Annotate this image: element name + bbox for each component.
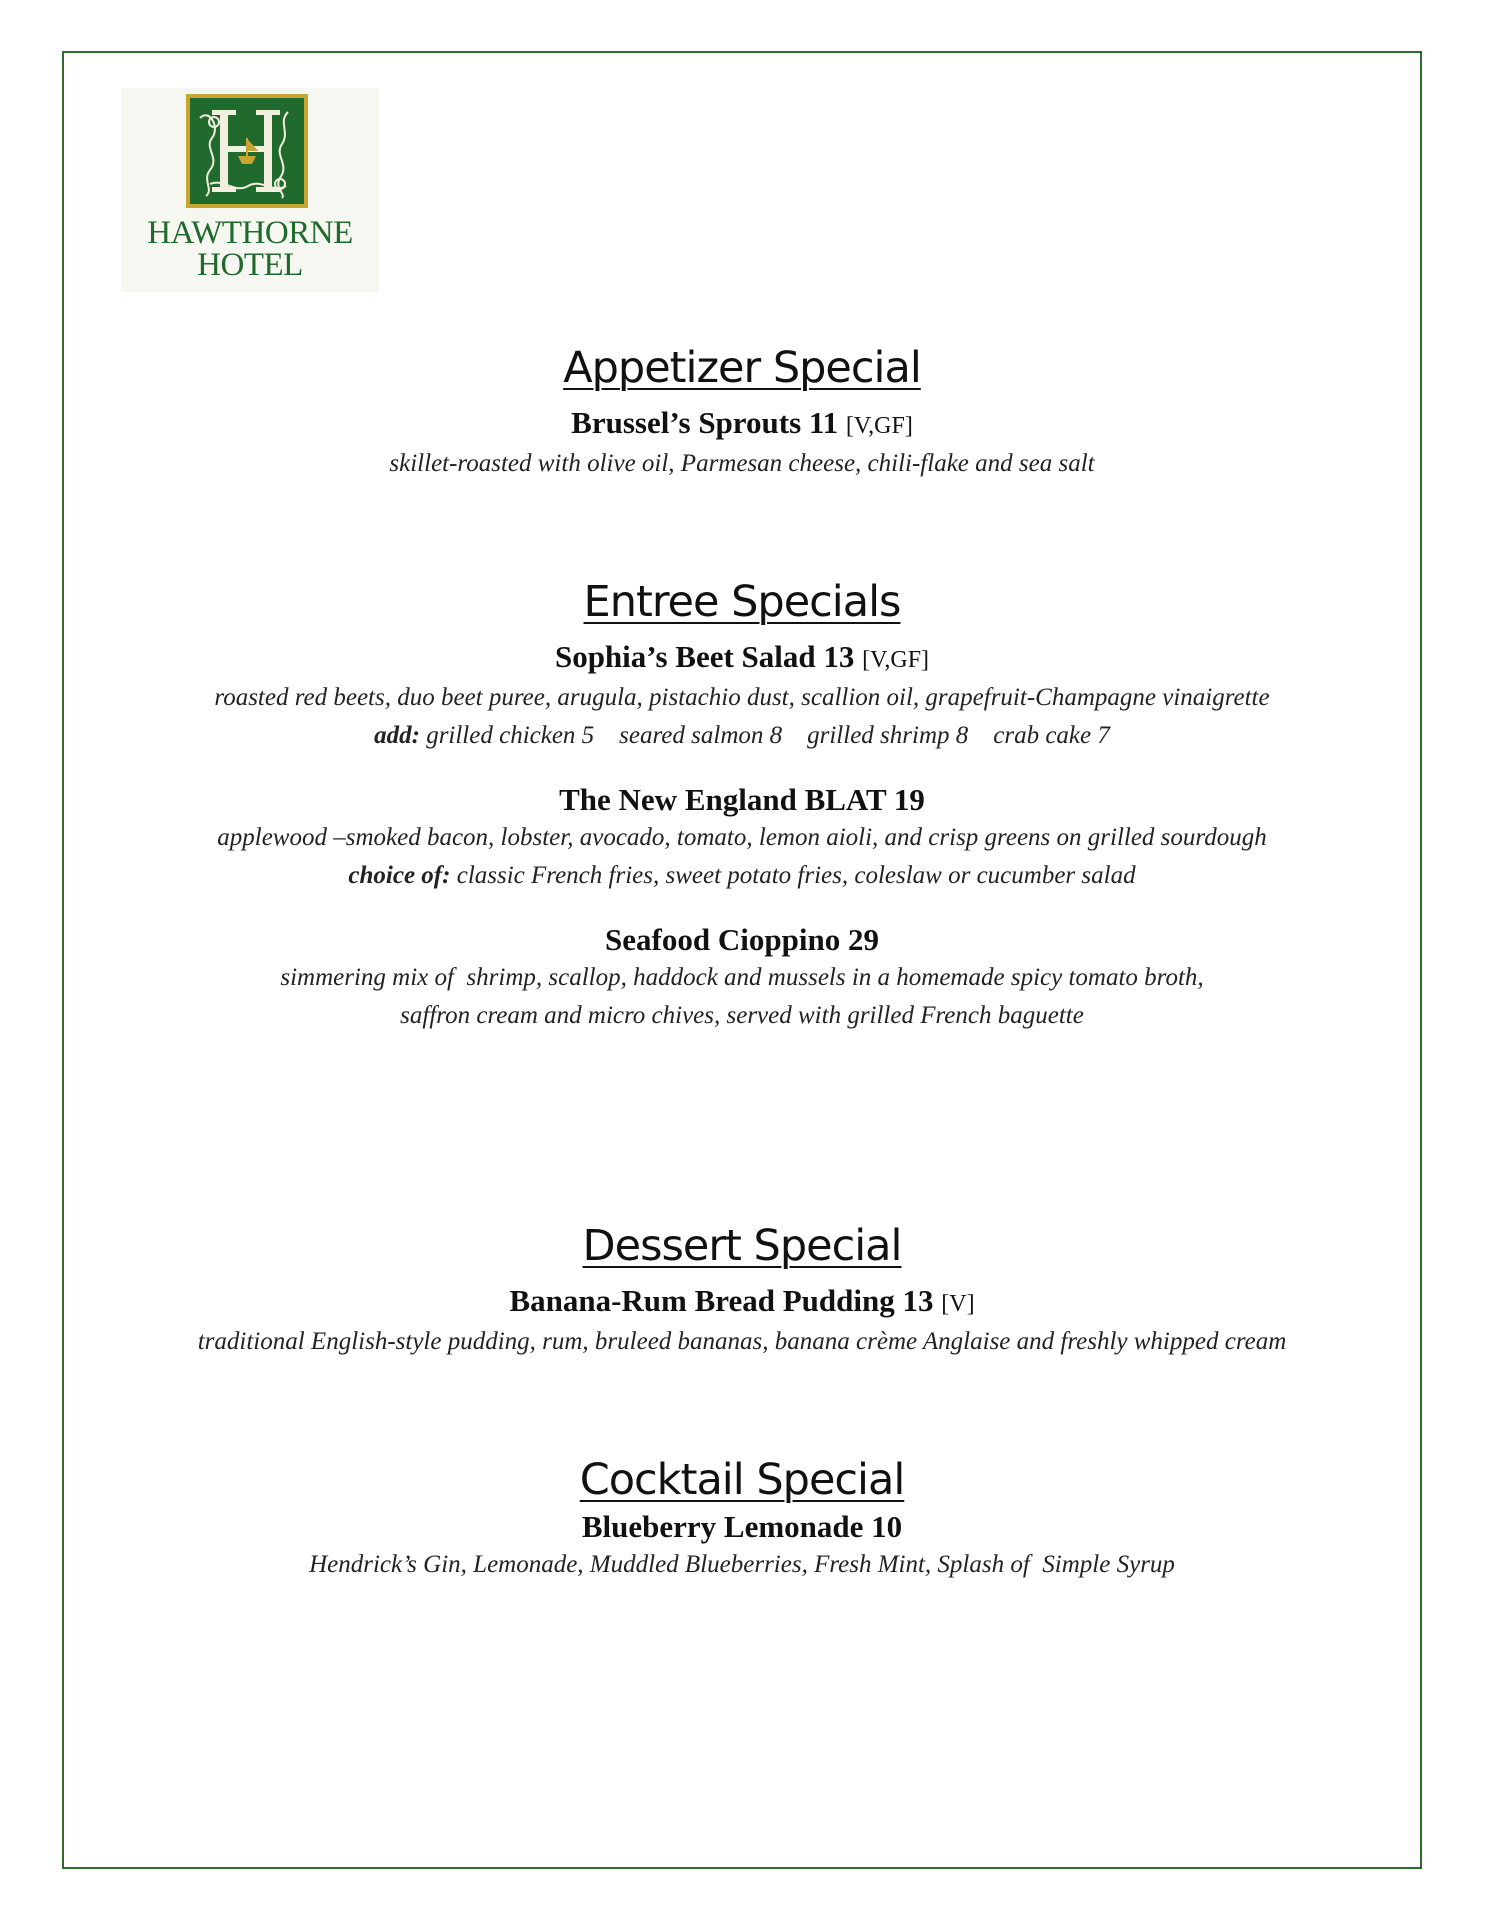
addons-text: grilled chicken 5 seared salmon 8 grilled shrimp 8 crab cake 7: [426, 722, 1110, 749]
cocktail-section: [62, 1452, 1422, 1584]
entree-item-name: [62, 638, 1422, 679]
cioppino-desc-line2: saffron cream and micro chives, served with grilled French baguette: [400, 1002, 1084, 1029]
appetizer-item-name: [62, 404, 1422, 445]
appetizer-item-tag: [V,GF]: [845, 413, 913, 439]
cioppino-desc-line1: simmering mix of shrimp, scallop, haddock and mussels in a homemade spicy tomato broth,: [280, 964, 1204, 991]
addons-label: add:: [374, 722, 420, 749]
sides-text: classic French fries, sweet potato fries, coleslaw or cucumber salad: [456, 862, 1136, 889]
cocktail-title: Cocktail Special: [579, 1455, 905, 1505]
hotel-logo: [121, 88, 379, 292]
dessert-item-tag: [V]: [941, 1291, 975, 1317]
hotel-name-line1: HAWTHORNE: [147, 215, 353, 251]
beet-salad-desc: roasted red beets, duo beet puree, arugula, pistachio dust, scallion oil, grapefruit-Champagne vinaigrette: [214, 684, 1270, 711]
cocktail-item-name: Blueberry Lemonade 10: [581, 1509, 903, 1544]
monogram-icon: [190, 98, 304, 204]
dessert-item-name: [62, 1282, 1422, 1323]
beet-salad-tag: [V,GF]: [862, 647, 930, 673]
entree-section: [62, 574, 1422, 1035]
beet-salad-title: Sophia’s Beet Salad 13: [554, 639, 855, 674]
blat-sides: [62, 857, 1422, 895]
dessert-title: Dessert Special: [582, 1221, 902, 1271]
entree-item-name: The New England BLAT 19: [559, 782, 925, 817]
cocktail-item-desc: Hendrick’s Gin, Lemonade, Muddled Blueberries, Fresh Mint, Splash of Simple Syrup: [309, 1551, 1175, 1578]
dessert-item-title: Banana-Rum Bread Pudding 13: [509, 1283, 934, 1318]
dessert-item-desc: traditional English-style pudding, rum, bruleed bananas, banana crème Anglaise and freshly whipped cream: [197, 1328, 1287, 1355]
entree-item-name: Seafood Cioppino 29: [605, 922, 879, 957]
blat-desc: applewood –smoked bacon, lobster, avocado, tomato, lemon aioli, and crisp greens on grilled sourdough: [217, 824, 1267, 851]
monogram-emblem: [186, 94, 308, 208]
sides-label: choice of:: [348, 862, 451, 889]
appetizer-section: [62, 340, 1422, 483]
appetizer-item-desc: skillet-roasted with olive oil, Parmesan cheese, chili-flake and sea salt: [389, 450, 1095, 477]
appetizer-item-title: Brussel’s Sprouts 11: [571, 405, 839, 440]
beet-salad-addons: [62, 717, 1422, 755]
entree-title: Entree Specials: [583, 577, 901, 627]
appetizer-title: Appetizer Special: [563, 343, 921, 393]
dessert-section: [62, 1218, 1422, 1361]
hotel-name-line2: HOTEL: [197, 247, 303, 283]
